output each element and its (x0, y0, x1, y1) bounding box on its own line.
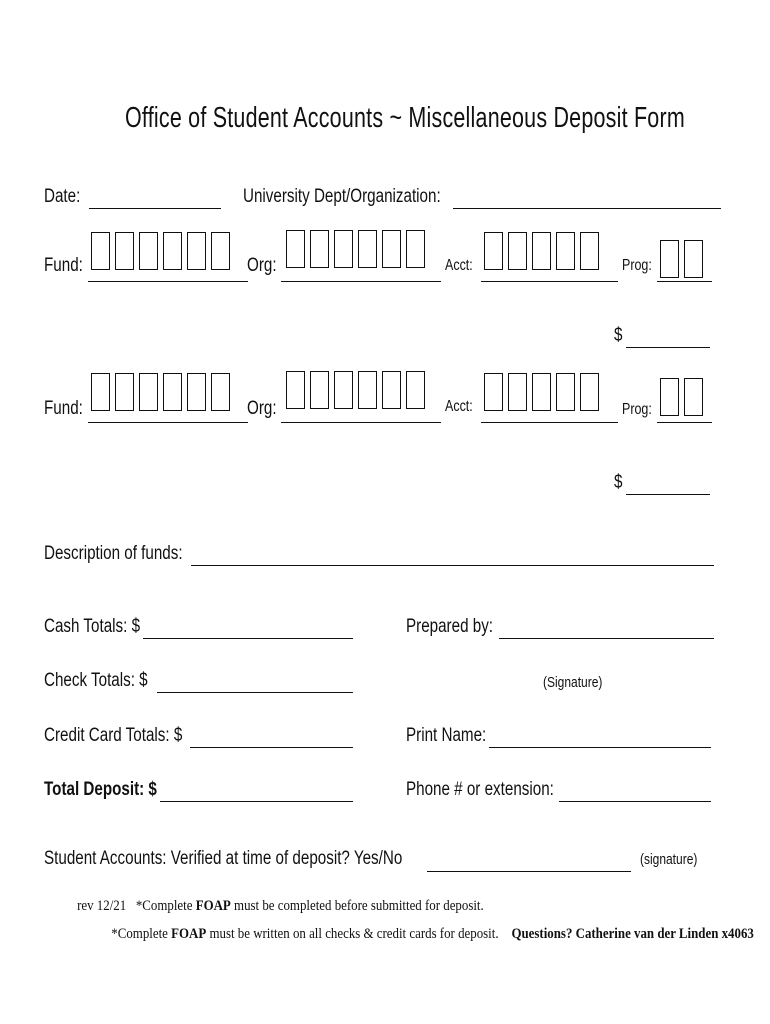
fund-label-2: Fund: (44, 398, 83, 419)
foap-note-1-bold: FOAP (195, 898, 231, 914)
acct-digit-box[interactable] (508, 373, 527, 411)
org-digit-box[interactable] (382, 371, 401, 409)
dept-label: University Dept/Organization: (243, 186, 441, 207)
fund-label-1: Fund: (44, 255, 83, 276)
description-label: Description of funds: (44, 543, 183, 564)
signature-note: (Signature) (543, 674, 603, 691)
org-digit-box[interactable] (334, 230, 353, 268)
verification-label: Student Accounts: Verified at time of deposit? Yes/No (44, 848, 403, 869)
prog-boxes-2[interactable] (660, 378, 703, 416)
fund-digit-box[interactable] (139, 373, 158, 411)
acct-digit-box[interactable] (508, 232, 527, 270)
org-boxes-1[interactable] (286, 230, 425, 268)
org-digit-box[interactable] (406, 371, 425, 409)
org-underline-2 (281, 422, 441, 423)
org-digit-box[interactable] (286, 371, 305, 409)
print-name-label: Print Name: (406, 725, 487, 746)
fund-digit-box[interactable] (115, 373, 134, 411)
revision-note: rev 12/21 (77, 898, 127, 914)
total-deposit-label: Total Deposit: $ (44, 779, 157, 800)
prog-underline-2 (657, 422, 712, 423)
fund-digit-box[interactable] (211, 373, 230, 411)
footer-line-2 (111, 926, 754, 943)
fund-digit-box[interactable] (115, 232, 134, 270)
fund-underline-1 (88, 281, 248, 282)
org-digit-box[interactable] (358, 371, 377, 409)
foap-note-2-bold: FOAP (171, 926, 207, 942)
verification-signature-note: (signature) (640, 851, 698, 868)
org-underline-1 (281, 281, 441, 282)
foap-note-1-pre: *Complete (135, 898, 196, 914)
prog-digit-box[interactable] (660, 378, 679, 416)
amount-field-1[interactable] (626, 347, 710, 348)
verification-signature-field[interactable] (427, 871, 631, 872)
prog-boxes-1[interactable] (660, 240, 703, 278)
form-title: Office of Student Accounts ~ Miscellaneous Deposit Form (125, 102, 685, 134)
check-totals-field[interactable] (157, 692, 353, 693)
org-digit-box[interactable] (310, 371, 329, 409)
acct-digit-box[interactable] (580, 373, 599, 411)
phone-field[interactable] (559, 801, 711, 802)
org-boxes-2[interactable] (286, 371, 425, 409)
fund-digit-box[interactable] (187, 373, 206, 411)
acct-digit-box[interactable] (556, 232, 575, 270)
footer-line-1 (77, 898, 484, 915)
questions-contact: Questions? Catherine van der Linden x4063 (511, 926, 754, 942)
credit-card-totals-label: Credit Card Totals: $ (44, 725, 183, 746)
acct-underline-1 (481, 281, 618, 282)
fund-digit-box[interactable] (139, 232, 158, 270)
prog-label-2: Prog: (622, 401, 652, 418)
foap-note-2-pre: *Complete (111, 926, 172, 942)
print-name-field[interactable] (489, 747, 711, 748)
fund-digit-box[interactable] (211, 232, 230, 270)
acct-digit-box[interactable] (484, 373, 503, 411)
phone-label: Phone # or extension: (406, 779, 554, 800)
date-label: Date: (44, 186, 81, 207)
prepared-by-field[interactable] (499, 638, 714, 639)
org-label-2: Org: (247, 398, 277, 419)
total-deposit-field[interactable] (160, 801, 353, 802)
org-digit-box[interactable] (334, 371, 353, 409)
date-field[interactable] (89, 208, 221, 209)
org-digit-box[interactable] (406, 230, 425, 268)
acct-label-1: Acct: (445, 257, 473, 274)
org-label-1: Org: (247, 255, 277, 276)
fund-digit-box[interactable] (91, 232, 110, 270)
acct-digit-box[interactable] (484, 232, 503, 270)
cash-totals-field[interactable] (143, 638, 353, 639)
fund-digit-box[interactable] (163, 232, 182, 270)
amount-field-2[interactable] (626, 494, 710, 495)
check-totals-label: Check Totals: $ (44, 670, 148, 691)
org-digit-box[interactable] (310, 230, 329, 268)
acct-underline-2 (481, 422, 618, 423)
fund-digit-box[interactable] (163, 373, 182, 411)
cash-totals-label: Cash Totals: $ (44, 616, 141, 637)
description-field[interactable] (191, 565, 714, 566)
acct-label-2: Acct: (445, 398, 473, 415)
prog-underline-1 (657, 281, 712, 282)
acct-digit-box[interactable] (532, 373, 551, 411)
fund-digit-box[interactable] (187, 232, 206, 270)
fund-digit-box[interactable] (91, 373, 110, 411)
fund-boxes-2[interactable] (91, 373, 230, 411)
amount-label-2: $ (614, 472, 623, 493)
prog-digit-box[interactable] (684, 240, 703, 278)
org-digit-box[interactable] (382, 230, 401, 268)
prog-digit-box[interactable] (660, 240, 679, 278)
prog-digit-box[interactable] (684, 378, 703, 416)
acct-digit-box[interactable] (532, 232, 551, 270)
acct-digit-box[interactable] (556, 373, 575, 411)
fund-boxes-1[interactable] (91, 232, 230, 270)
acct-boxes-1[interactable] (484, 232, 599, 270)
foap-note-1-post: must be completed before submitted for deposit. (230, 898, 484, 914)
org-digit-box[interactable] (358, 230, 377, 268)
credit-card-totals-field[interactable] (190, 747, 353, 748)
prepared-by-label: Prepared by: (406, 616, 494, 637)
foap-note-2-post: must be written on all checks & credit cards for deposit. (206, 926, 499, 942)
org-digit-box[interactable] (286, 230, 305, 268)
acct-boxes-2[interactable] (484, 373, 599, 411)
amount-label-1: $ (614, 325, 623, 346)
prog-label-1: Prog: (622, 257, 652, 274)
acct-digit-box[interactable] (580, 232, 599, 270)
fund-underline-2 (88, 422, 248, 423)
dept-field[interactable] (453, 208, 721, 209)
